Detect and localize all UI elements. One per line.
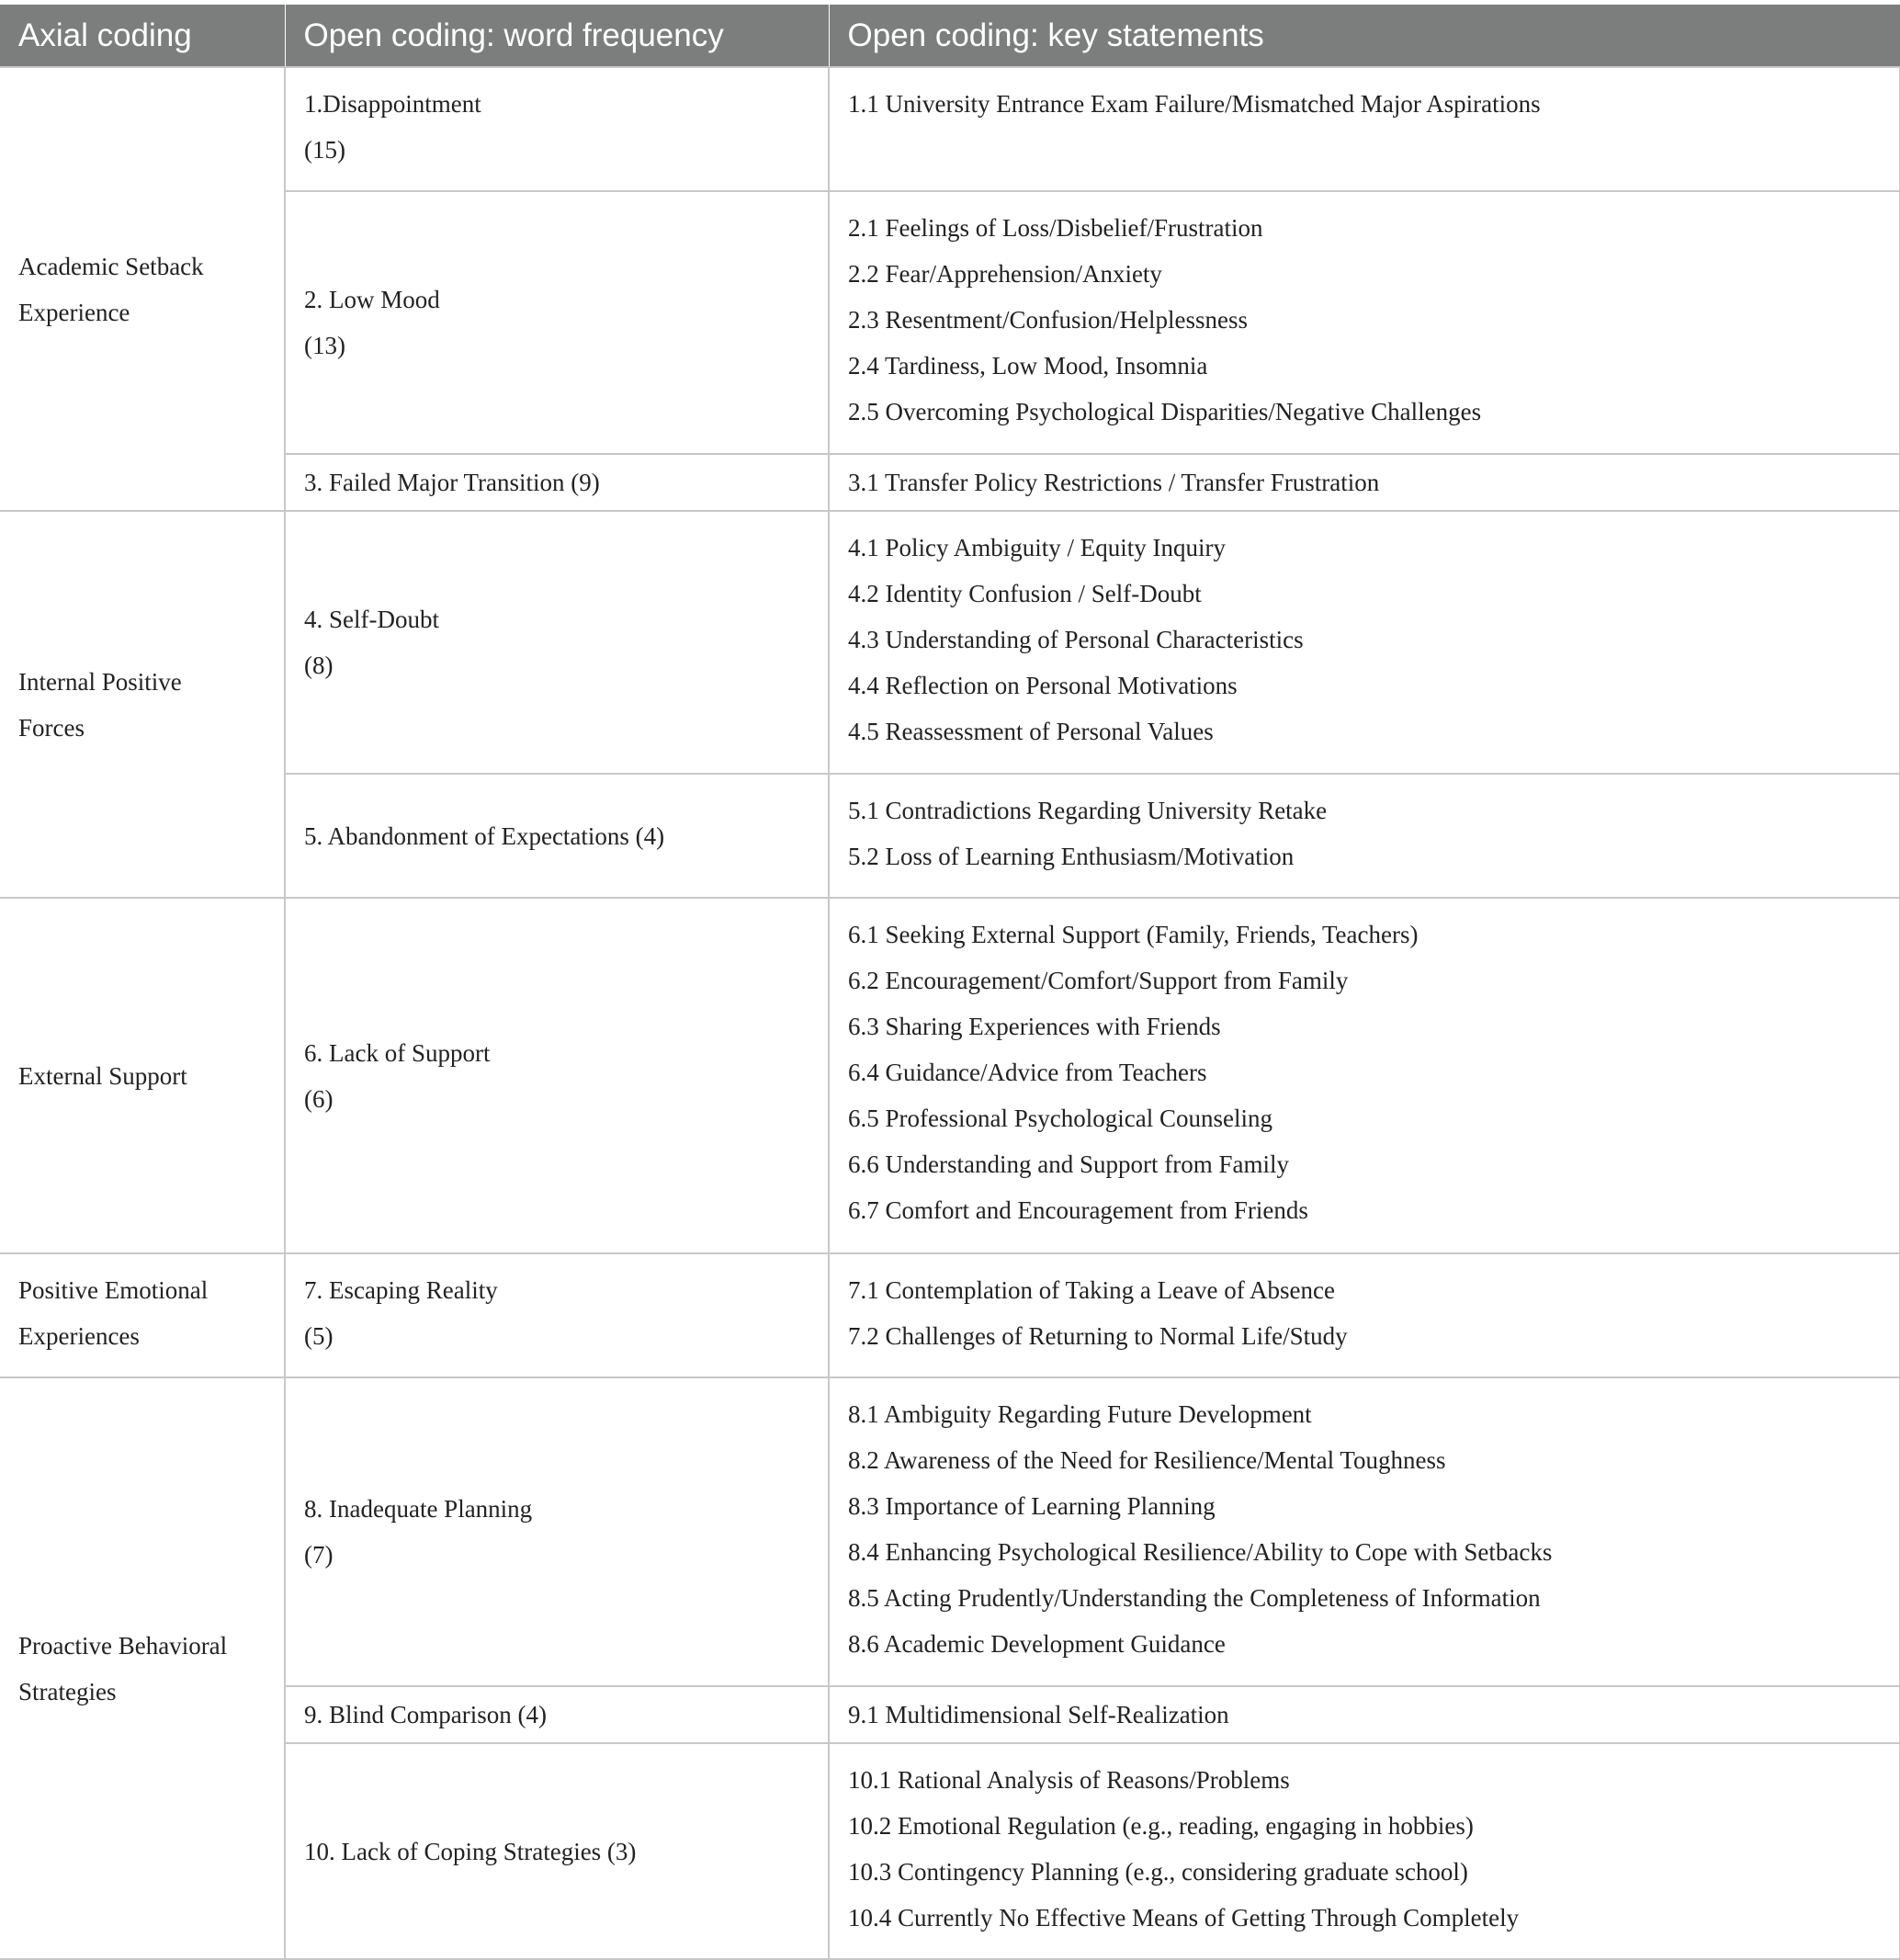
statement-line: 10.2 Emotional Regulation (e.g., reading, engaging in hobbies) [848,1812,1474,1840]
axial-label-line: Internal Positive [18,667,182,696]
open-coding-line: 2. Low Mood [304,286,440,313]
open-coding-cell [285,898,829,1253]
statements-cell [829,511,1900,774]
statement-line: 2.1 Feelings of Loss/Disbelief/Frustration [848,214,1263,242]
statement-line: 6.3 Sharing Experiences with Friends [848,1013,1221,1040]
table-body [0,67,1900,1959]
open-coding-line: 9. Blind Comparison (4) [304,1701,547,1728]
axial-label-line: Experience [18,298,130,326]
header-axial-coding: Axial coding [0,5,285,67]
statement-line: 7.2 Challenges of Returning to Normal Life/Study [848,1322,1348,1350]
statement-line: 8.5 Acting Prudently/Understanding the Completeness of Information [848,1584,1541,1612]
axial-label-line: Forces [18,713,85,742]
statements-cell [829,1686,1900,1743]
open-coding-cell [285,67,829,191]
statement-line: 5.1 Contradictions Regarding University Retake [848,797,1328,824]
open-coding-cell [285,511,829,774]
axial-label-line: Experiences [18,1322,140,1350]
statements-cell [829,1743,1900,1959]
open-coding-line: 3. Failed Major Transition (9) [304,469,600,496]
open-coding-line: 8. Inadequate Planning [304,1495,533,1523]
open-coding-line: 4. Self-Doubt [304,606,439,633]
statement-line: 4.4 Reflection on Personal Motivations [848,672,1238,699]
statement-line: 10.4 Currently No Effective Means of Getting Through Completely [848,1904,1520,1932]
table-row [0,191,1900,454]
statement-line: 1.1 University Entrance Exam Failure/Mismatched Major Aspirations [848,90,1541,118]
open-coding-line: 10. Lack of Coping Strategies (3) [304,1837,637,1865]
statement-line: 4.2 Identity Confusion / Self-Doubt [848,580,1202,607]
axial-cell [0,67,285,511]
statement-line: 6.7 Comfort and Encouragement from Friends [848,1196,1308,1224]
axial-label-line: Strategies [18,1677,117,1705]
open-coding-cell [285,191,829,454]
statement-line: 10.1 Rational Analysis of Reasons/Problems [848,1766,1290,1794]
open-coding-cell [285,1253,829,1377]
open-coding-line: (13) [304,332,345,359]
axial-label-line: External Support [18,1061,187,1090]
statement-line: 2.4 Tardiness, Low Mood, Insomnia [848,352,1208,380]
statement-line: 4.1 Policy Ambiguity / Equity Inquiry [848,534,1226,561]
table-row [0,67,1900,191]
statement-line: 2.5 Overcoming Psychological Disparities/Negative Challenges [848,398,1482,425]
table-row [0,1686,1900,1743]
open-coding-line: 5. Abandonment of Expectations (4) [304,821,665,850]
header-word-frequency: Open coding: word frequency [285,5,829,67]
statement-line: 3.1 Transfer Policy Restrictions / Transfer Frustration [848,469,1380,496]
statement-line: 8.4 Enhancing Psychological Resilience/Ability to Cope with Setbacks [848,1538,1553,1566]
open-coding-line: (5) [304,1322,334,1350]
statement-line: 6.5 Professional Psychological Counseling [848,1105,1272,1132]
open-coding-line: 7. Escaping Reality [304,1276,498,1304]
axial-label-line: Positive Emotional [18,1276,209,1304]
table-row [0,1377,1900,1686]
statements-cell [829,1377,1900,1686]
statement-line: 8.2 Awareness of the Need for Resilience/Mental Toughness [848,1446,1446,1474]
statements-cell [829,1253,1900,1377]
statement-line: 10.3 Contingency Planning (e.g., considering graduate school) [848,1858,1468,1886]
statement-line: 6.6 Understanding and Support from Family [848,1150,1289,1178]
axial-cell [0,1377,285,1959]
statement-line: 4.3 Understanding of Personal Characteristics [848,626,1304,653]
table-row [0,511,1900,774]
table-row [0,1253,1900,1377]
open-coding-cell [285,454,829,511]
open-coding-line: (6) [304,1084,334,1113]
table-row [0,454,1900,511]
statements-cell [829,774,1900,898]
statement-line: 9.1 Multidimensional Self-Realization [848,1701,1229,1728]
open-coding-cell [285,1743,829,1959]
open-coding-line: (8) [304,651,334,679]
statement-line: 5.2 Loss of Learning Enthusiasm/Motivation [848,843,1295,870]
axial-cell [0,898,285,1253]
statements-cell [829,67,1900,191]
open-coding-line: (15) [304,136,345,164]
coding-table [0,5,1900,1960]
statement-line: 6.2 Encouragement/Comfort/Support from Family [848,967,1349,994]
axial-label-line: Proactive Behavioral [18,1631,228,1660]
open-coding-line: 1.Disappointment [304,90,481,118]
statement-line: 8.3 Importance of Learning Planning [848,1492,1216,1520]
axial-label-line: Academic Setback [18,252,204,280]
header-key-statements: Open coding: key statements [829,5,1900,67]
statements-cell [829,898,1900,1253]
table-row [0,1743,1900,1959]
open-coding-line: (7) [304,1541,334,1569]
statement-line: 2.2 Fear/Apprehension/Anxiety [848,260,1162,288]
table-row [0,774,1900,898]
statements-cell [829,191,1900,454]
statement-line: 8.1 Ambiguity Regarding Future Development [848,1400,1312,1428]
table-row [0,898,1900,1253]
open-coding-cell [285,1686,829,1743]
statement-line: 6.4 Guidance/Advice from Teachers [848,1059,1207,1086]
statement-line: 2.3 Resentment/Confusion/Helplessness [848,306,1248,334]
statements-cell [829,454,1900,511]
open-coding-cell [285,1377,829,1686]
statement-line: 4.5 Reassessment of Personal Values [848,718,1214,745]
statement-line: 8.6 Academic Development Guidance [848,1630,1226,1658]
axial-cell [0,511,285,898]
statement-line: 7.1 Contemplation of Taking a Leave of Absence [848,1276,1335,1304]
statement-line: 6.1 Seeking External Support (Family, Friends, Teachers) [848,921,1419,948]
table-header [0,5,1900,67]
axial-cell [0,1253,285,1377]
open-coding-line: 6. Lack of Support [304,1038,491,1067]
open-coding-cell [285,774,829,898]
header-row [0,5,1900,67]
